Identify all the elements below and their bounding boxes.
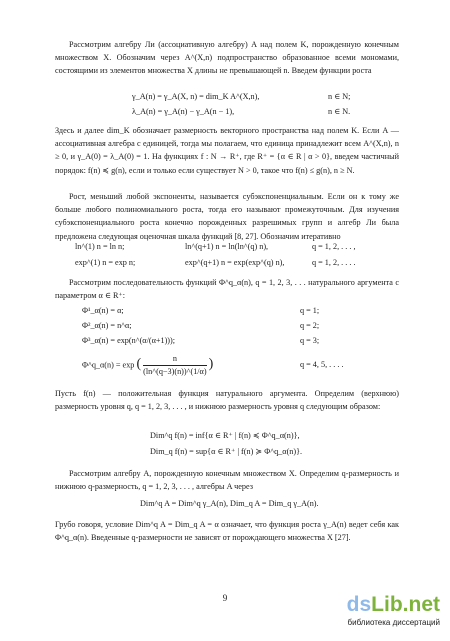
paragraph-subexponential: Рост, меньший любой экспоненты, называется субэкспоненциальным. Если он к тому же больше любого полиномиального роста, тогда его называют промежуточным. Для изучения субэкспоненциального роста конечно порожденных разрешимых групп и алгебр Ли была предложена следующая оценочная шкала функций [8, 27]. Обозначим итеративно bbox=[55, 192, 399, 241]
phi-2-condition: q = 2; bbox=[300, 321, 320, 330]
paragraph-dimension-levels: Пусть f(n) — положительная функция натурального аргумента. Определим (верхнюю) размерность уровня q, q = 1, 2, 3, . . . , и нижнюю размерность уровня q следующим образом: bbox=[55, 389, 399, 412]
page-number: 9 bbox=[222, 593, 228, 603]
phi-q: Φ^q_α(n) = exp ( $\frac{n}{(\ln\^{}(q-3)(n))\^{}(1/\alpha)}$ ) bbox=[82, 354, 214, 376]
watermark-logo bbox=[322, 593, 440, 633]
phi-2: Φ²_α(n) = n^α; bbox=[82, 321, 132, 330]
phi-3: Φ³_α(n) = exp(n^(α/(α+1))); bbox=[82, 336, 176, 345]
phi-1: Φ¹_α(n) = α; bbox=[82, 306, 124, 315]
phi-q-condition: q = 4, 5, . . . . bbox=[300, 360, 344, 369]
watermark-logo-text: dsLib.net bbox=[346, 593, 440, 616]
equation-ln-base: ln^(1) n = ln n; bbox=[75, 242, 125, 251]
equation-lower-dim: Dim_q f(n) = sup{α ∈ R⁺ | f(n) ≽ Φ^q_α(n)}. bbox=[150, 447, 303, 456]
equation-upper-dim: Dim^q f(n) = inf{α ∈ R⁺ | f(n) ≼ Φ^q_α(n)}, bbox=[150, 431, 300, 440]
phi-q-fraction bbox=[143, 353, 206, 378]
phi-3-condition: q = 3; bbox=[300, 336, 320, 345]
phi-q-denominator: (ln^(q−3)(n))^(1/α) bbox=[143, 367, 207, 376]
equation-lambda: λ_A(n) = γ_A(n) − γ_A(n − 1), bbox=[132, 107, 235, 116]
paragraph-phi-sequence: Рассмотрим последовательность функций Φ^q_α(n), q = 1, 2, 3, . . . натурального аргумента с параметром α ∈ R⁺: bbox=[55, 278, 399, 301]
phi-1-condition: q = 1; bbox=[300, 306, 320, 315]
paragraph-q-dimension: Рассмотрим алгебру A, порожденную конечным множеством X. Определим q-размерность и нижнюю q-размерность, q = 1, 2, 3, . . . , алгебры A через bbox=[55, 469, 399, 492]
equation-exp-base: exp^(1) n = exp n; bbox=[75, 258, 136, 267]
phi-q-numerator: n bbox=[143, 353, 206, 366]
equation-ln-range: q = 1, 2, . . . , bbox=[312, 242, 356, 251]
equation-exp-range: q = 1, 2, . . . . bbox=[312, 258, 356, 267]
equation-ln-iter: ln^(q+1) n = ln(ln^(q) n), bbox=[185, 242, 269, 251]
paragraph-conclusion: Грубо говоря, условие Dim^q A = Dim_q A = α означает, что функция роста γ_A(n) ведет себя как Φ^q_α(n). Введенные q-размерности не зависят от порождающего множества X [27]. bbox=[55, 520, 399, 543]
equation-algebra-dim: Dim^q A = Dim^q γ_A(n), Dim_q A = Dim_q γ_A(n). bbox=[140, 499, 319, 508]
equation-gamma: γ_A(n) = γ_A(X, n) = dim_K A^(X,n), bbox=[132, 92, 260, 101]
watermark-subtitle: библиотека диссертаций bbox=[347, 618, 440, 627]
phi-q-prefix: Φ^q_α(n) = exp bbox=[82, 360, 135, 370]
equation-exp-iter: exp^(q+1) n = exp(exp^(q) n), bbox=[185, 258, 285, 267]
paragraph-dimension-definition: Здесь и далее dim_K обозначает размерность векторного пространства над полем K. Если A — ассоциативная алгебра с единицей, тогда мы полагаем, что единица принадлежит всем A^(X,n), n ≥ 0, и γ_A(0) = λ_A(0) = 1. На функциях f : N → R⁺, где R⁺ = {α ∈ R | α > 0}, введем частичный порядок: f(n) ≼ g(n), если и только если существует N > 0, такое что f(n) ≤ g(n), n ≥ N. bbox=[55, 126, 399, 175]
equation-gamma-condition: n ∈ N; bbox=[328, 92, 351, 101]
paragraph-intro: Рассмотрим алгебру Ли (ассоциативную алгебру) A над полем K, порожденную конечным множеством X. Обозначим через A^(X,n) подпространство образованное всеми мономами, состоящими из элементов множества X длины не превышающей n. Введем функции роста bbox=[55, 40, 399, 76]
equation-lambda-condition: n ∈ N. bbox=[328, 107, 351, 116]
